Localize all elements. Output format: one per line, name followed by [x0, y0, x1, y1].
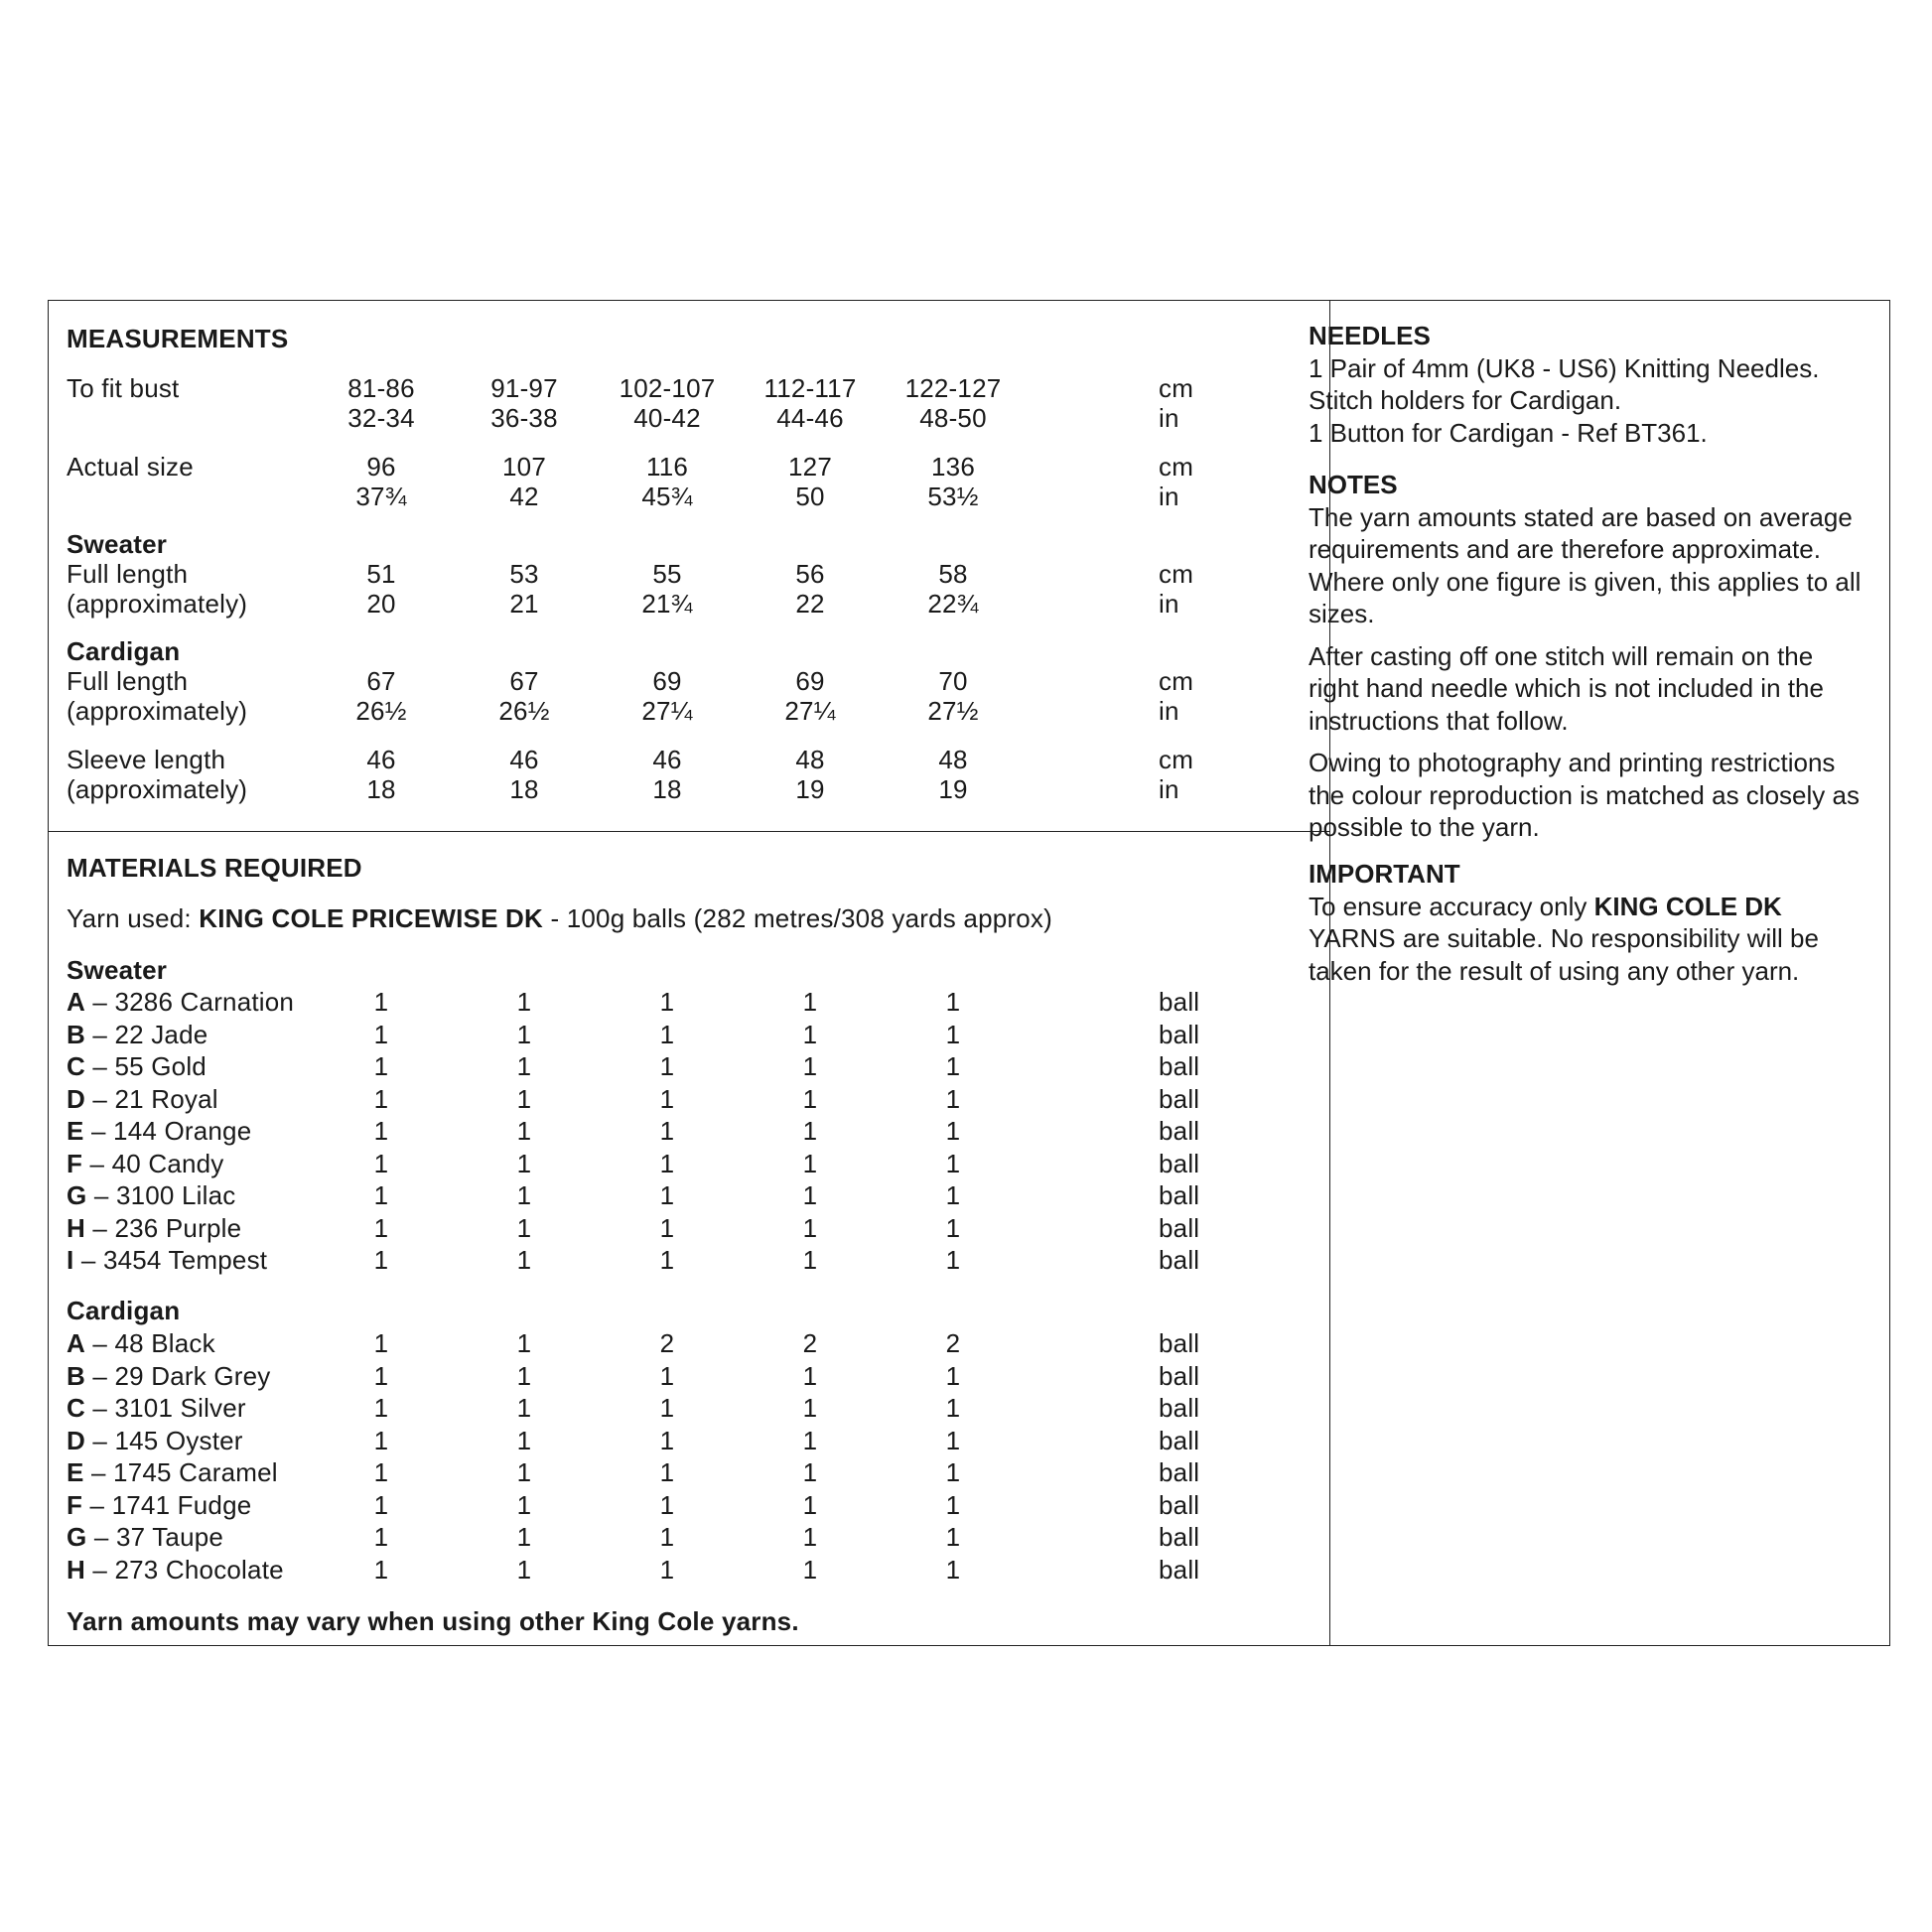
yarn-shade: – 55 Gold [84, 1051, 207, 1081]
yarn-qty-cell: 1 [516, 1554, 532, 1585]
yarn-item-label [67, 1213, 241, 1243]
size-cm-cell: 69 [652, 666, 682, 696]
yarn-qty-cell: 1 [945, 1360, 961, 1391]
yarn-item-label [67, 1490, 251, 1520]
yarn-qty-cell: 1 [516, 1360, 532, 1391]
size-in-cell: 18 [652, 774, 682, 804]
yarn-letter: H [67, 1554, 85, 1585]
yarn-item-label [67, 1361, 271, 1391]
size-cm-cell: 53 [509, 559, 539, 589]
yarn-qty-cell: 1 [373, 1360, 389, 1391]
yarn-qty-cell: 1 [659, 1457, 675, 1487]
size-in-cell: 42 [509, 482, 539, 511]
unit-label: ball [1159, 1425, 1200, 1455]
yarn-shade: – 21 Royal [84, 1083, 218, 1114]
unit-label: in [1159, 403, 1179, 433]
size-in-cell: 26½ [498, 696, 550, 726]
size-in-cell: 22¾ [927, 589, 979, 619]
yarn-qty-cell: 1 [802, 1489, 818, 1520]
yarn-letter: C [67, 1051, 85, 1081]
yarn-qty-cell: 1 [659, 1180, 675, 1210]
yarn-qty-cell: 1 [659, 1489, 675, 1520]
yarn-shade: – 1745 Caramel [83, 1457, 278, 1487]
yarn-qty-cell: 1 [373, 1457, 389, 1487]
yarn-qty-cell: 1 [802, 1425, 818, 1455]
size-cm-cell: 46 [366, 745, 396, 774]
unit-label: in [1159, 482, 1179, 511]
yarn-item-label [67, 1328, 215, 1358]
yarn-qty-cell: 1 [945, 1245, 961, 1275]
unit-label: ball [1159, 1051, 1200, 1081]
yarn-qty-cell: 1 [373, 1425, 389, 1455]
yarn-qty-cell: 1 [516, 1393, 532, 1423]
yarn-qty-cell: 1 [945, 1180, 961, 1210]
size-in-cell: 40-42 [633, 403, 701, 433]
row-label: Actual size [67, 452, 194, 482]
unit-label: cm [1159, 745, 1194, 774]
unit-label: ball [1159, 1019, 1200, 1049]
size-cm-cell: 46 [509, 745, 539, 774]
yarn-qty-cell: 1 [659, 1360, 675, 1391]
size-in-cell: 21 [509, 589, 539, 619]
yarn-shade: – 1741 Fudge [82, 1489, 252, 1520]
unit-label: ball [1159, 1083, 1200, 1114]
yarn-item-label [67, 1180, 235, 1210]
yarn-letter: B [67, 1019, 85, 1049]
size-in-cell: 45¾ [641, 482, 693, 511]
yarn-qty-cell: 1 [802, 1148, 818, 1178]
size-cm-cell: 58 [938, 559, 968, 589]
size-cm-cell: 112-117 [763, 373, 857, 403]
yarn-shade: – 3454 Tempest [73, 1245, 268, 1275]
yarn-qty-cell: 1 [516, 1116, 532, 1146]
yarn-qty-cell: 1 [659, 1148, 675, 1178]
yarn-letter: H [67, 1212, 85, 1243]
unit-label: ball [1159, 1245, 1200, 1275]
important-text-prefix: To ensure accuracy only [1309, 891, 1594, 921]
yarn-shade: – 3101 Silver [84, 1393, 246, 1423]
measurements-heading: MEASUREMENTS [67, 324, 289, 353]
yarn-letter: D [67, 1425, 85, 1455]
yarn-qty-cell: 1 [373, 1245, 389, 1275]
needles-line: 1 Pair of 4mm (UK8 - US6) Knitting Needles. [1309, 352, 1820, 383]
yarn-qty-cell: 1 [802, 1393, 818, 1423]
yarn-qty-cell: 1 [373, 1393, 389, 1423]
yarn-letter: E [67, 1457, 84, 1487]
size-cm-cell: 67 [366, 666, 396, 696]
yarn-qty-cell: 2 [945, 1328, 961, 1358]
yarn-footnote: Yarn amounts may vary when using other King Cole yarns. [67, 1606, 799, 1636]
section-divider [49, 831, 1329, 832]
yarn-qty-cell: 1 [516, 1522, 532, 1552]
size-in-cell: 27¼ [784, 696, 836, 726]
unit-label: ball [1159, 1522, 1200, 1552]
size-in-cell: 53½ [927, 482, 979, 511]
yarn-qty-cell: 1 [373, 1116, 389, 1146]
size-in-cell: 21¾ [641, 589, 693, 619]
yarn-qty-cell: 1 [516, 1245, 532, 1275]
row-label: Full length [67, 666, 189, 696]
yarn-qty-cell: 1 [516, 1019, 532, 1049]
row-label: (approximately) [67, 589, 248, 619]
size-cm-cell: 48 [938, 745, 968, 774]
yarn-qty-cell: 1 [802, 1522, 818, 1552]
needles-line: 1 Button for Cardigan - Ref BT361. [1309, 417, 1708, 448]
yarn-qty-cell: 1 [659, 1019, 675, 1049]
size-cm-cell: 51 [366, 559, 396, 589]
yarn-qty-cell: 1 [516, 1180, 532, 1210]
yarn-qty-cell: 1 [802, 1554, 818, 1585]
row-label: (approximately) [67, 774, 248, 804]
needles-line: Stitch holders for Cardigan. [1309, 385, 1622, 415]
size-cm-cell: 48 [795, 745, 825, 774]
yarn-item-label [67, 1426, 243, 1455]
yarn-letter: E [67, 1116, 84, 1146]
yarn-letter: A [67, 1328, 85, 1358]
unit-label: cm [1159, 559, 1194, 589]
yarn-item-label [67, 1116, 251, 1146]
yarn-qty-cell: 1 [945, 1425, 961, 1455]
unit-label: ball [1159, 1116, 1200, 1146]
yarn-qty-cell: 1 [945, 1522, 961, 1552]
size-in-cell: 36-38 [490, 403, 558, 433]
yarn-item-label [67, 987, 294, 1017]
yarn-used-line [67, 903, 1052, 933]
yarn-shade: – 145 Oyster [84, 1425, 243, 1455]
yarn-qty-cell: 1 [659, 1051, 675, 1081]
important-text [1309, 891, 1864, 988]
row-label: (approximately) [67, 696, 248, 726]
notes-section [1309, 469, 1864, 844]
yarn-letter: C [67, 1393, 85, 1423]
unit-label: ball [1159, 1360, 1200, 1391]
yarn-letter: F [67, 1489, 83, 1520]
unit-label: ball [1159, 1457, 1200, 1487]
important-brand: KING COLE DK [1593, 891, 1782, 921]
unit-label: ball [1159, 1212, 1200, 1243]
yarn-qty-cell: 1 [802, 1051, 818, 1081]
yarn-qty-cell: 1 [659, 1425, 675, 1455]
size-cm-cell: 122-127 [904, 373, 1002, 403]
size-in-cell: 44-46 [776, 403, 844, 433]
yarn-item-label [67, 1393, 246, 1423]
size-in-cell: 19 [795, 774, 825, 804]
yarn-qty-cell: 1 [373, 1019, 389, 1049]
cardigan-materials-heading: Cardigan [67, 1296, 181, 1325]
yarn-qty-cell: 1 [945, 1083, 961, 1114]
yarn-qty-cell: 1 [516, 1083, 532, 1114]
yarn-qty-cell: 1 [802, 1116, 818, 1146]
yarn-item-label [67, 1555, 284, 1585]
unit-label: in [1159, 774, 1179, 804]
yarn-qty-cell: 1 [659, 1116, 675, 1146]
yarn-qty-cell: 1 [659, 1554, 675, 1585]
yarn-qty-cell: 1 [802, 1180, 818, 1210]
yarn-qty-cell: 1 [373, 1180, 389, 1210]
important-text-suffix: YARNS are suitable. No responsibility will be taken for the result of using any other yarn. [1309, 923, 1819, 986]
yarn-qty-cell: 1 [659, 987, 675, 1017]
yarn-qty-cell: 1 [945, 1554, 961, 1585]
yarn-shade: – 29 Dark Grey [84, 1360, 271, 1391]
yarn-letter: A [67, 987, 85, 1017]
yarn-shade: – 3286 Carnation [84, 987, 295, 1017]
important-section [1309, 858, 1864, 987]
yarn-qty-cell: 1 [659, 1393, 675, 1423]
unit-label: ball [1159, 1489, 1200, 1520]
yarn-qty-cell: 1 [373, 1148, 389, 1178]
yarn-qty-cell: 1 [373, 1522, 389, 1552]
sweater-heading: Sweater [67, 529, 168, 559]
size-cm-cell: 96 [366, 452, 396, 482]
size-in-cell: 18 [366, 774, 396, 804]
yarn-name: KING COLE PRICEWISE DK [199, 903, 544, 933]
size-cm-cell: 70 [938, 666, 968, 696]
unit-label: ball [1159, 1393, 1200, 1423]
size-in-cell: 50 [795, 482, 825, 511]
yarn-item-label [67, 1149, 224, 1178]
unit-label: cm [1159, 452, 1194, 482]
yarn-shade: – 236 Purple [84, 1212, 242, 1243]
row-label: Full length [67, 559, 189, 589]
yarn-qty-cell: 1 [945, 1148, 961, 1178]
yarn-qty-cell: 1 [802, 1083, 818, 1114]
size-cm-cell: 107 [502, 452, 546, 482]
unit-label: in [1159, 589, 1179, 619]
size-in-cell: 18 [509, 774, 539, 804]
yarn-shade: – 22 Jade [84, 1019, 208, 1049]
unit-label: cm [1159, 373, 1194, 403]
yarn-letter: G [67, 1522, 87, 1552]
unit-label: in [1159, 696, 1179, 726]
size-in-cell: 27½ [927, 696, 979, 726]
yarn-details: - 100g balls (282 metres/308 yards approx) [543, 903, 1052, 933]
size-cm-cell: 116 [645, 452, 689, 482]
yarn-qty-cell: 1 [945, 1393, 961, 1423]
size-in-cell: 26½ [355, 696, 407, 726]
yarn-qty-cell: 1 [516, 1148, 532, 1178]
unit-label: ball [1159, 1148, 1200, 1178]
yarn-shade: – 48 Black [84, 1328, 215, 1358]
yarn-qty-cell: 1 [945, 1212, 961, 1243]
size-in-cell: 20 [366, 589, 396, 619]
important-heading: IMPORTANT [1309, 859, 1460, 889]
notes-paragraph: After casting off one stitch will remain on the right hand needle which is not included in the instructions that follow. [1309, 640, 1824, 736]
yarn-qty-cell: 1 [516, 1051, 532, 1081]
size-in-cell: 22 [795, 589, 825, 619]
yarn-qty-cell: 1 [802, 1360, 818, 1391]
yarn-item-label [67, 1020, 207, 1049]
yarn-qty-cell: 1 [802, 987, 818, 1017]
needles-heading: NEEDLES [1309, 321, 1431, 350]
yarn-qty-cell: 1 [945, 1457, 961, 1487]
yarn-qty-cell: 1 [516, 1328, 532, 1358]
yarn-letter: F [67, 1148, 83, 1178]
yarn-used-prefix: Yarn used: [67, 903, 200, 933]
size-cm-cell: 102-107 [619, 373, 716, 403]
size-in-cell: 19 [938, 774, 968, 804]
yarn-shade: – 37 Taupe [86, 1522, 224, 1552]
yarn-qty-cell: 1 [659, 1245, 675, 1275]
yarn-item-label [67, 1084, 218, 1114]
yarn-qty-cell: 1 [373, 1489, 389, 1520]
yarn-qty-cell: 1 [516, 1457, 532, 1487]
row-label: Sleeve length [67, 745, 226, 774]
yarn-item-label [67, 1522, 223, 1552]
size-in-cell: 27¼ [641, 696, 693, 726]
yarn-item-label [67, 1457, 278, 1487]
yarn-qty-cell: 1 [373, 1554, 389, 1585]
size-in-cell: 48-50 [919, 403, 987, 433]
yarn-qty-cell: 1 [945, 987, 961, 1017]
unit-label: ball [1159, 1328, 1200, 1358]
size-in-cell: 32-34 [347, 403, 415, 433]
yarn-qty-cell: 1 [659, 1083, 675, 1114]
yarn-qty-cell: 1 [945, 1019, 961, 1049]
size-cm-cell: 81-86 [347, 373, 415, 403]
unit-label: ball [1159, 987, 1200, 1017]
sweater-materials-heading: Sweater [67, 955, 168, 985]
yarn-letter: G [67, 1180, 87, 1210]
size-in-cell: 37¾ [355, 482, 407, 511]
yarn-qty-cell: 1 [659, 1212, 675, 1243]
unit-label: ball [1159, 1554, 1200, 1585]
yarn-qty-cell: 1 [945, 1116, 961, 1146]
yarn-letter: D [67, 1083, 85, 1114]
yarn-qty-cell: 2 [659, 1328, 675, 1358]
yarn-qty-cell: 1 [516, 987, 532, 1017]
yarn-qty-cell: 1 [516, 1425, 532, 1455]
yarn-qty-cell: 1 [373, 987, 389, 1017]
yarn-shade: – 40 Candy [82, 1148, 224, 1178]
unit-label: ball [1159, 1180, 1200, 1210]
materials-heading: MATERIALS REQUIRED [67, 853, 362, 883]
size-cm-cell: 55 [652, 559, 682, 589]
yarn-qty-cell: 1 [373, 1328, 389, 1358]
notes-paragraph: Owing to photography and printing restrictions the colour reproduction is matched as closely as possible to the yarn. [1309, 748, 1860, 842]
cardigan-heading: Cardigan [67, 636, 181, 666]
yarn-shade: – 273 Chocolate [84, 1554, 284, 1585]
row-label: To fit bust [67, 373, 180, 403]
yarn-letter: B [67, 1360, 85, 1391]
yarn-qty-cell: 1 [373, 1212, 389, 1243]
size-cm-cell: 91-97 [490, 373, 558, 403]
yarn-qty-cell: 1 [659, 1522, 675, 1552]
size-cm-cell: 56 [795, 559, 825, 589]
yarn-shade: – 144 Orange [83, 1116, 252, 1146]
yarn-item-label [67, 1245, 267, 1275]
yarn-shade: – 3100 Lilac [86, 1180, 236, 1210]
yarn-letter: I [67, 1245, 74, 1275]
yarn-qty-cell: 1 [945, 1051, 961, 1081]
yarn-qty-cell: 1 [516, 1212, 532, 1243]
size-cm-cell: 46 [652, 745, 682, 774]
yarn-qty-cell: 1 [802, 1019, 818, 1049]
size-cm-cell: 136 [931, 452, 975, 482]
yarn-qty-cell: 1 [802, 1212, 818, 1243]
yarn-qty-cell: 1 [945, 1489, 961, 1520]
unit-label: cm [1159, 666, 1194, 696]
notes-heading: NOTES [1309, 470, 1398, 499]
notes-paragraph: The yarn amounts stated are based on average requirements and are therefore approximate. Where only one figure is given, this applies to all sizes. [1309, 501, 1862, 628]
size-cm-cell: 69 [795, 666, 825, 696]
yarn-item-label [67, 1051, 207, 1081]
yarn-qty-cell: 1 [802, 1245, 818, 1275]
yarn-qty-cell: 2 [802, 1328, 818, 1358]
yarn-qty-cell: 1 [802, 1457, 818, 1487]
needles-section [1309, 320, 1864, 449]
size-cm-cell: 127 [788, 452, 832, 482]
yarn-qty-cell: 1 [516, 1489, 532, 1520]
size-cm-cell: 67 [509, 666, 539, 696]
yarn-qty-cell: 1 [373, 1051, 389, 1081]
yarn-qty-cell: 1 [373, 1083, 389, 1114]
